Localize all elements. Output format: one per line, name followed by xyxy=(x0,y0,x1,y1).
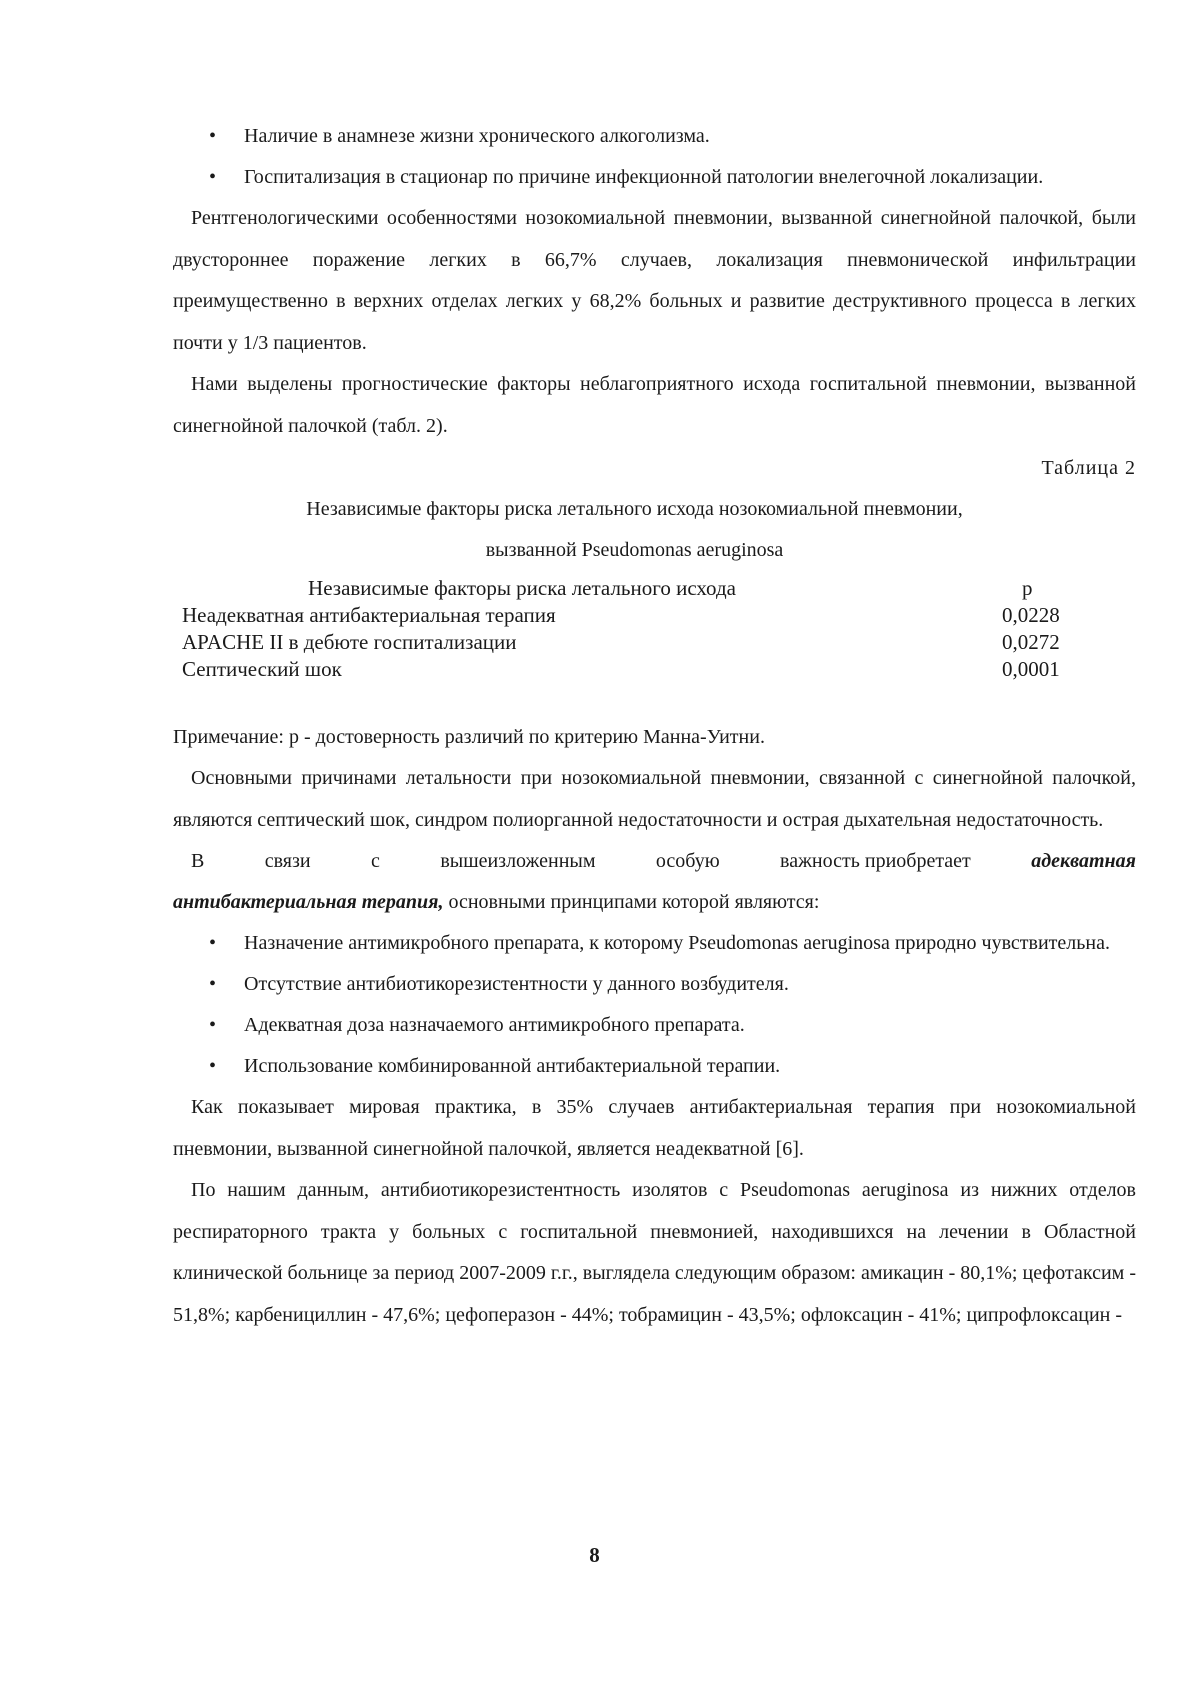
therapy-intro-line xyxy=(173,841,1136,882)
table-cell-factor: Неадекватная антибактериальная терапия xyxy=(182,603,556,627)
bullet-icon: • xyxy=(209,1014,217,1036)
table-cell-p: 0,0272 xyxy=(1002,630,1060,654)
list-item xyxy=(173,1005,1136,1046)
column-header-p: p xyxy=(1022,576,1033,600)
table-cell-p: 0,0228 xyxy=(1002,603,1060,627)
paragraph-mortality-causes: Основными причинами летальности при нозокомиальной пневмонии, связанной с синегнойной палочкой, являются септический шок, синдром полиорганной недостаточности и острая дыхательная недостаточность. xyxy=(173,767,1136,831)
intro-word: вышеизложенным xyxy=(440,850,596,872)
column-header-factor: Независимые факторы риска летального исхода xyxy=(308,576,736,600)
bullet-icon: • xyxy=(209,125,217,147)
list-item xyxy=(173,116,1136,157)
intro-rest-text: основными принципами которой являются: xyxy=(443,891,820,913)
intro-word: с xyxy=(371,850,380,872)
bullet-icon: • xyxy=(209,166,217,188)
list-item-text: Назначение антимикробного препарата, к которому Pseudomonas aeruginosa природно чувствительна. xyxy=(244,932,1110,954)
emphasis-term: адекватная xyxy=(1031,850,1136,872)
table-caption: Таблица 2 xyxy=(1041,457,1136,479)
paragraph-world-practice: Как показывает мировая практика, в 35% случаев антибактериальная терапия при нозокомиальной пневмонии, вызванной синегнойной палочкой, является неадекватной [6]. xyxy=(173,1096,1136,1160)
risk-factors-table xyxy=(182,575,1102,683)
bullet-icon: • xyxy=(209,1055,217,1077)
table-title-line-2: вызванной Pseudomonas aeruginosa xyxy=(485,539,784,561)
therapy-intro-continuation xyxy=(173,882,1136,923)
bullet-icon: • xyxy=(209,932,217,954)
table-row xyxy=(182,629,1102,656)
list-item xyxy=(173,1046,1136,1087)
list-item-text: Госпитализация в стационар по причине инфекционной патологии внелегочной локализации. xyxy=(244,166,1044,188)
paragraph-prognostic-factors: Нами выделены прогностические факторы неблагоприятного исхода госпитальной пневмонии, вызванной синегнойной палочкой (табл. 2). xyxy=(173,373,1136,437)
intro-word: связи xyxy=(264,850,311,872)
list-item-text: Наличие в анамнезе жизни хронического алкоголизма. xyxy=(244,125,710,147)
paragraph-radiology: Рентгенологическими особенностями нозокомиальной пневмонии, вызванной синегнойной палочкой, были двустороннее поражение легких в 66,7% случаев, локализация пневмонической инфильтрации преимущественно в верхних отделах легких у 68,2% больных и развитие деструктивного процесса в легких почти у 1/3 пациентов. xyxy=(173,207,1136,354)
table-cell-factor: APACHE II в дебюте госпитализации xyxy=(182,630,517,654)
list-item xyxy=(173,157,1136,198)
therapy-principles-bullet-list xyxy=(173,923,1136,1087)
table-row xyxy=(182,602,1102,629)
table-header-row xyxy=(182,575,1102,602)
page-content xyxy=(173,116,1136,1336)
page-number: 8 xyxy=(589,1543,600,1567)
table-note: Примечание: p - достоверность различий по критерию Манна-Уитни. xyxy=(173,726,765,748)
list-item xyxy=(173,923,1136,964)
intro-word: особую xyxy=(655,850,720,872)
emphasis-term: антибактериальная терапия, xyxy=(173,891,444,913)
table-title-line-1: Независимые факторы риска летального исхода нозокомиальной пневмонии, xyxy=(306,498,963,520)
list-item-text: Использование комбинированной антибактериальной терапии. xyxy=(244,1055,781,1077)
table-row xyxy=(182,656,1102,683)
intro-word: В xyxy=(191,850,205,872)
intro-word: важность приобретает xyxy=(780,850,971,872)
list-item xyxy=(173,964,1136,1005)
table-cell-p: 0,0001 xyxy=(1002,657,1060,681)
risk-factor-bullet-list xyxy=(173,116,1136,198)
paragraph-resistance-data: По нашим данным, антибиотикорезистентность изолятов с Pseudomonas aeruginosa из нижних отделов респираторного тракта у больных с госпитальной пневмонией, находившихся на лечении в Областной клинической больнице за период 2007-2009 г.г., выглядела следующим образом: амикацин - 80,1%; цефотаксим - 51,8%; карбенициллин - 47,6%; цефоперазон - 44%; тобрамицин - 43,5%; офлоксацин - 41%; ципрофлоксацин - xyxy=(173,1179,1136,1326)
list-item-text: Адекватная доза назначаемого антимикробного препарата. xyxy=(244,1014,745,1036)
table-cell-factor: Септический шок xyxy=(182,657,342,681)
list-item-text: Отсутствие антибиотикорезистентности у данного возбудителя. xyxy=(244,973,789,995)
bullet-icon: • xyxy=(209,973,217,995)
